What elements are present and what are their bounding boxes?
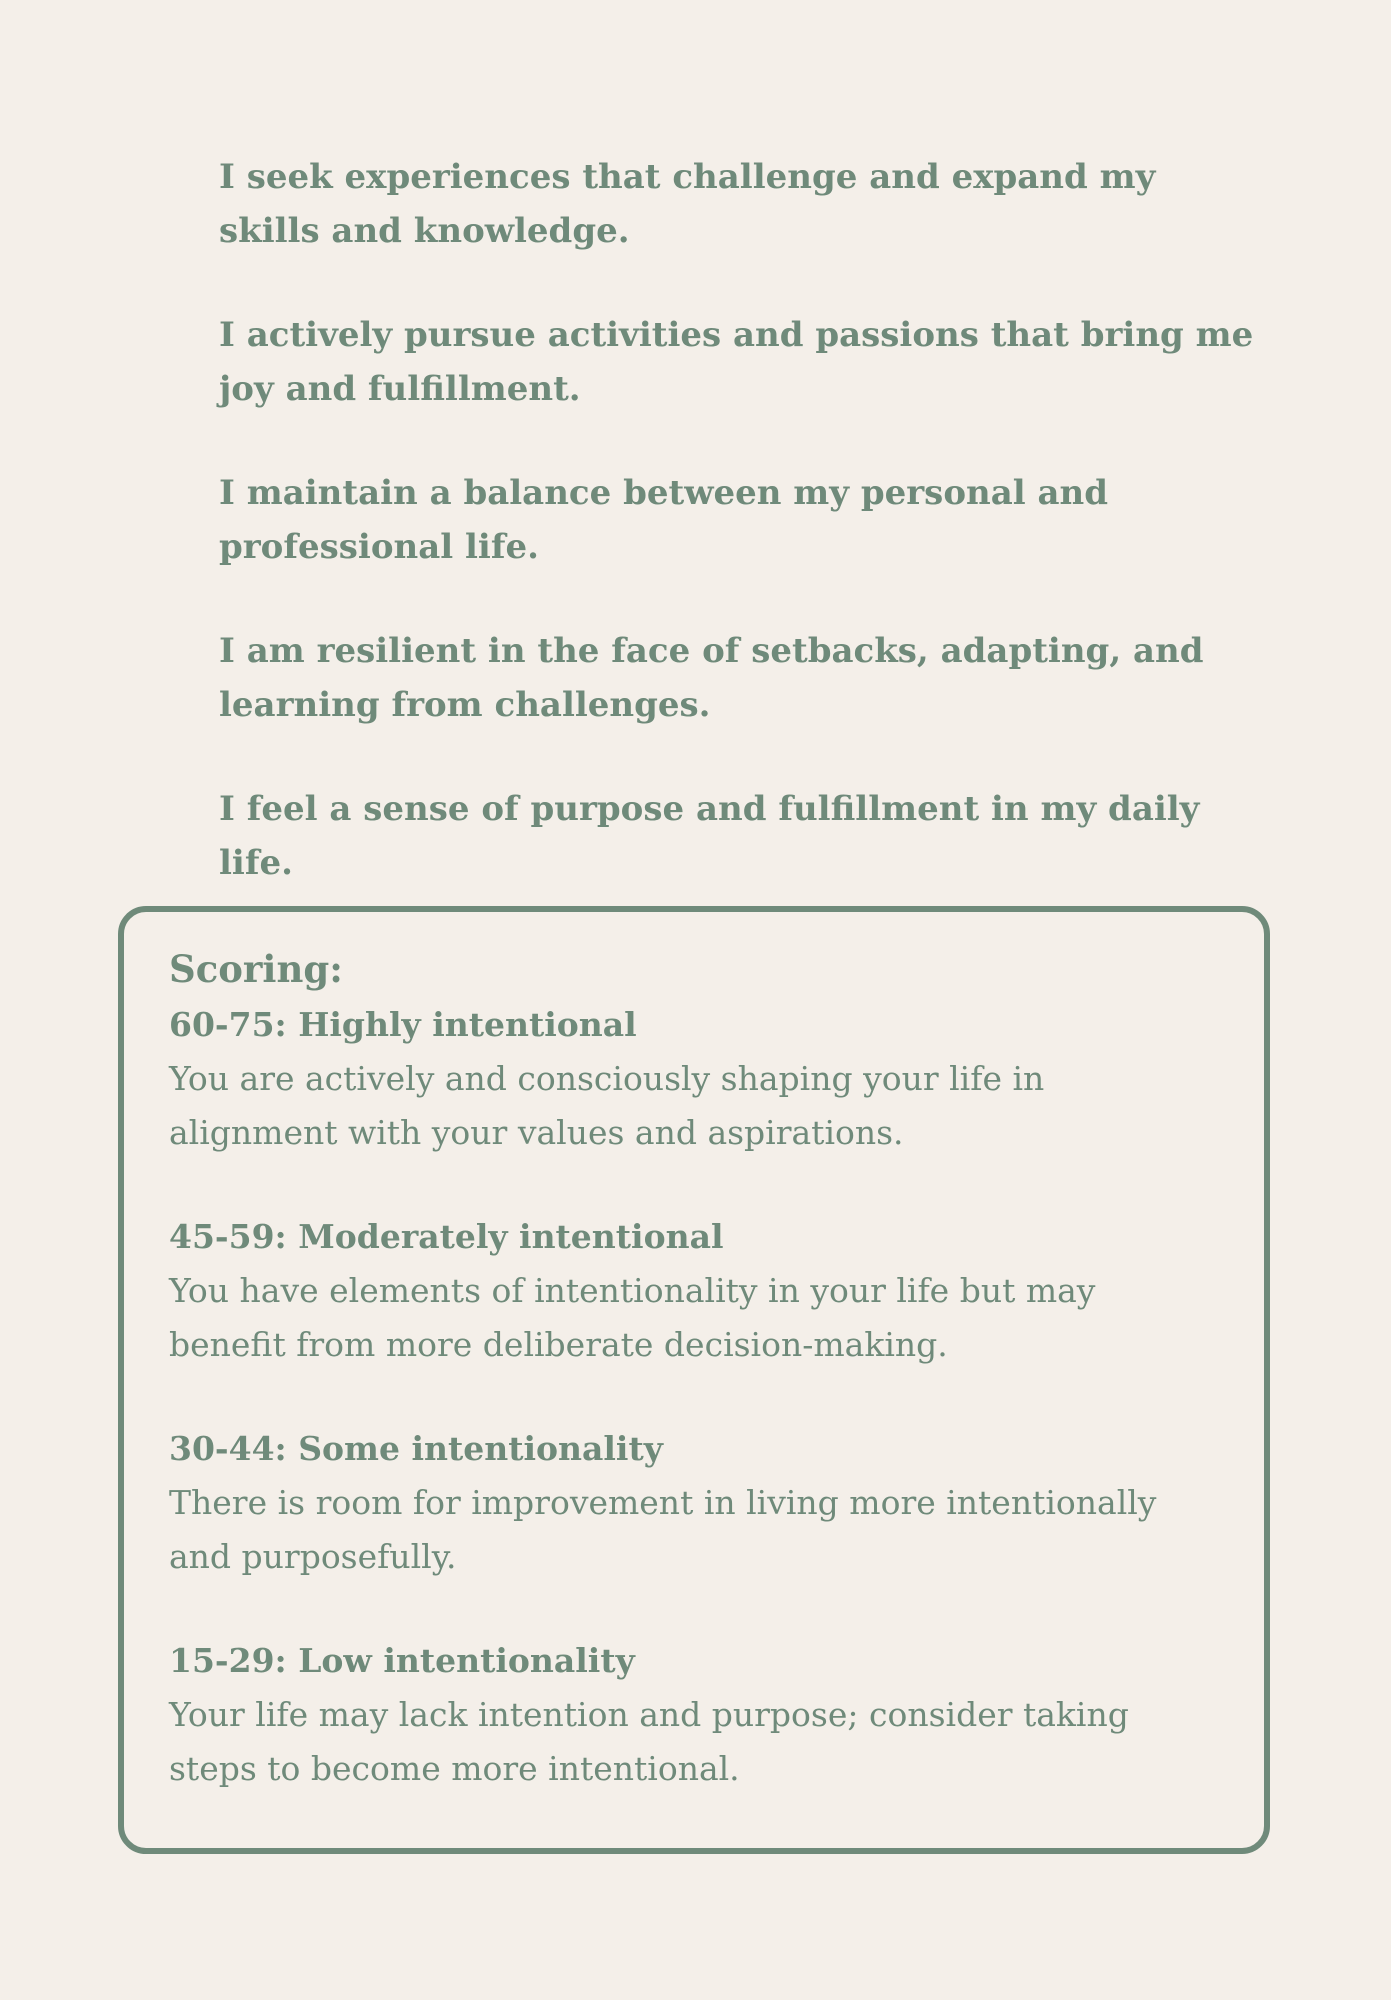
scoring-band <box>169 998 1214 1160</box>
scoring-band <box>169 1634 1214 1796</box>
band-range: 45-59: Moderately intentional <box>169 1217 724 1256</box>
statement-item: I seek experiences that challenge and expand my skills and knowledge. <box>219 157 1156 251</box>
statement-item: I am resilient in the face of setbacks, adapting, and learning from challenges. <box>219 631 1204 725</box>
band-range: 30-44: Some intentionality <box>169 1429 663 1468</box>
band-description: There is room for improvement in living more intentionally and purposefully. <box>169 1483 1157 1576</box>
band-range: 15-29: Low intentionality <box>169 1641 635 1680</box>
statement-list <box>219 150 1259 940</box>
scoring-title: Scoring: <box>169 947 343 991</box>
statement-item: I maintain a balance between my personal and professional life. <box>219 473 1109 567</box>
scoring-band <box>169 1422 1214 1584</box>
band-range: 60-75: Highly intentional <box>169 1005 637 1044</box>
band-description: You have elements of intentionality in your life but may benefit from more deliberate decision-making. <box>169 1271 1096 1364</box>
scoring-box <box>118 906 1270 1854</box>
band-description: Your life may lack intention and purpose; consider taking steps to become more intentional. <box>169 1695 1129 1788</box>
scoring-band <box>169 1210 1214 1372</box>
band-description: You are actively and consciously shaping your life in alignment with your values and aspirations. <box>169 1059 1045 1152</box>
statement-item: I actively pursue activities and passions that bring me joy and fulfillment. <box>219 315 1254 409</box>
statement-item: I feel a sense of purpose and fulfillment in my daily life. <box>219 789 1200 883</box>
